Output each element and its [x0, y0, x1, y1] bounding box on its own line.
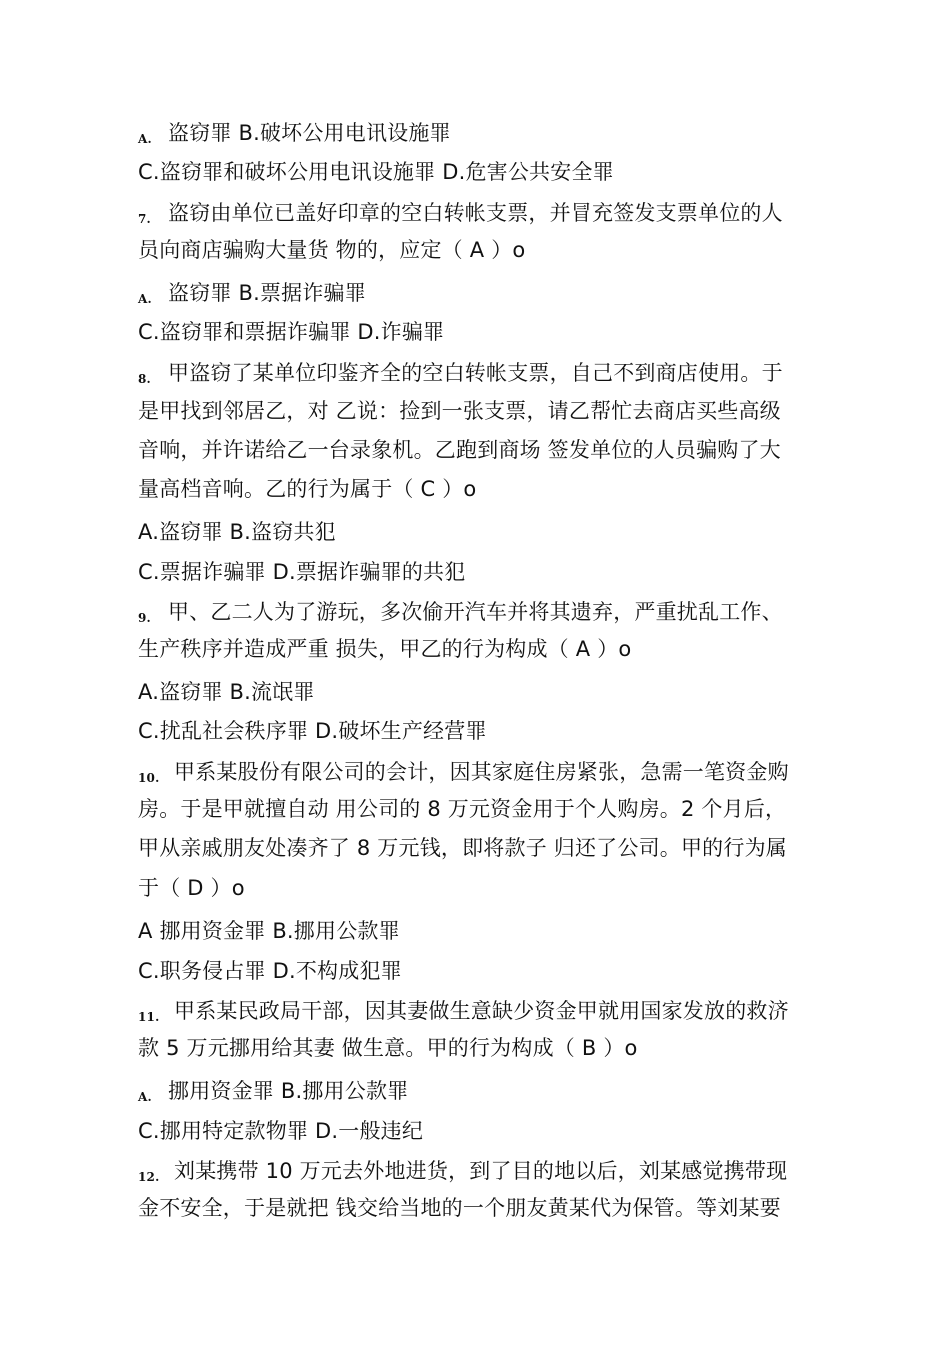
line-text: C.盗窃罪和票据诈骗罪 D.诈骗罪	[138, 320, 445, 344]
option-line	[138, 1076, 828, 1112]
line-text: 生产秩序并造成严重 损失，甲乙的行为构成（ A ）o	[138, 637, 632, 661]
option-line	[138, 716, 828, 746]
question-number: 7.	[138, 212, 151, 226]
question-number: 11.	[138, 1010, 160, 1024]
line-text: 盗窃罪 B.破坏公用电讯设施罪	[168, 121, 451, 145]
line-text: C.职务侵占罪 D.不构成犯罪	[138, 959, 402, 983]
line-text: A.盗窃罪 B.流氓罪	[138, 680, 315, 704]
question-number: 9.	[138, 611, 151, 625]
line-text: C.票据诈骗罪 D.票据诈骗罪的共犯	[138, 560, 466, 584]
line-text: 甲系某民政局干部，因其妻做生意缺少资金甲就用国家发放的救济	[174, 999, 789, 1023]
question-line	[138, 757, 828, 793]
item-marker: A.	[138, 132, 152, 146]
option-line	[138, 118, 828, 154]
line-text: A 挪用资金罪 B.挪用公款罪	[138, 919, 400, 943]
line-text: 量高档音响。乙的行为属于（ C ）o	[138, 477, 477, 501]
option-line	[138, 157, 828, 187]
question-line	[138, 794, 828, 824]
line-text: 款 5 万元挪用给其妻 做生意。甲的行为构成（ B ）o	[138, 1036, 638, 1060]
line-text: A.盗窃罪 B.盗窃共犯	[138, 520, 336, 544]
line-text: 金不安全，于是就把 钱交给当地的一个朋友黄某代为保管。等刘某要	[138, 1196, 781, 1220]
line-text: C.盗窃罪和破坏公用电讯设施罪 D.危害公共安全罪	[138, 160, 614, 184]
question-number: 10.	[138, 771, 160, 785]
question-line	[138, 435, 828, 465]
option-line	[138, 278, 828, 314]
question-line	[138, 1033, 828, 1063]
option-line	[138, 677, 828, 707]
line-text: 是甲找到邻居乙，对 乙说：捡到一张支票，请乙帮忙去商店买些高级	[138, 399, 781, 423]
line-text: 于（ D ）o	[138, 876, 245, 900]
question-number: 8.	[138, 372, 151, 386]
line-text: 盗窃罪 B.票据诈骗罪	[168, 281, 366, 305]
option-line	[138, 1116, 828, 1146]
option-line	[138, 517, 828, 547]
question-line	[138, 1156, 828, 1192]
question-line	[138, 358, 828, 394]
option-line	[138, 916, 828, 946]
question-line	[138, 396, 828, 426]
question-line	[138, 474, 828, 504]
line-text: 员向商店骗购大量货 物的，应定（ A ）o	[138, 238, 526, 262]
question-line	[138, 833, 828, 863]
line-text: 盗窃由单位已盖好印章的空白转帐支票，并冒充签发支票单位的人	[168, 201, 783, 225]
line-text: 房。于是甲就擅自动 用公司的 8 万元资金用于个人购房。2 个月后，	[138, 797, 787, 821]
question-line	[138, 597, 828, 633]
question-line	[138, 235, 828, 265]
question-line	[138, 198, 828, 234]
line-text: 甲系某股份有限公司的会计，因其家庭住房紧张，急需一笔资金购	[174, 760, 789, 784]
line-text: C.挪用特定款物罪 D.一般违纪	[138, 1119, 424, 1143]
option-line	[138, 317, 828, 347]
question-number: 12.	[138, 1170, 160, 1184]
line-text: 甲盗窃了某单位印鉴齐全的空白转帐支票，自己不到商店使用。于	[168, 361, 783, 385]
line-text: 甲、乙二人为了游玩，多次偷开汽车并将其遗弃，严重扰乱工作、	[168, 600, 783, 624]
option-line	[138, 956, 828, 986]
question-line	[138, 634, 828, 664]
question-line	[138, 1193, 828, 1223]
line-text: 刘某携带 10 万元去外地进货，到了目的地以后，刘某感觉携带现	[174, 1159, 788, 1183]
item-marker: A.	[138, 1090, 152, 1104]
option-line	[138, 557, 828, 587]
item-marker: A.	[138, 292, 152, 306]
line-text: 甲从亲戚朋友处凑齐了 8 万元钱，即将款子 归还了公司。甲的行为属	[138, 836, 787, 860]
line-text: C.扰乱社会秩序罪 D.破坏生产经营罪	[138, 719, 487, 743]
question-line	[138, 873, 828, 903]
line-text: 挪用资金罪 B.挪用公款罪	[168, 1079, 409, 1103]
line-text: 音响，并许诺给乙一台录象机。乙跑到商场 签发单位的人员骗购了大	[138, 438, 781, 462]
question-line	[138, 996, 828, 1032]
